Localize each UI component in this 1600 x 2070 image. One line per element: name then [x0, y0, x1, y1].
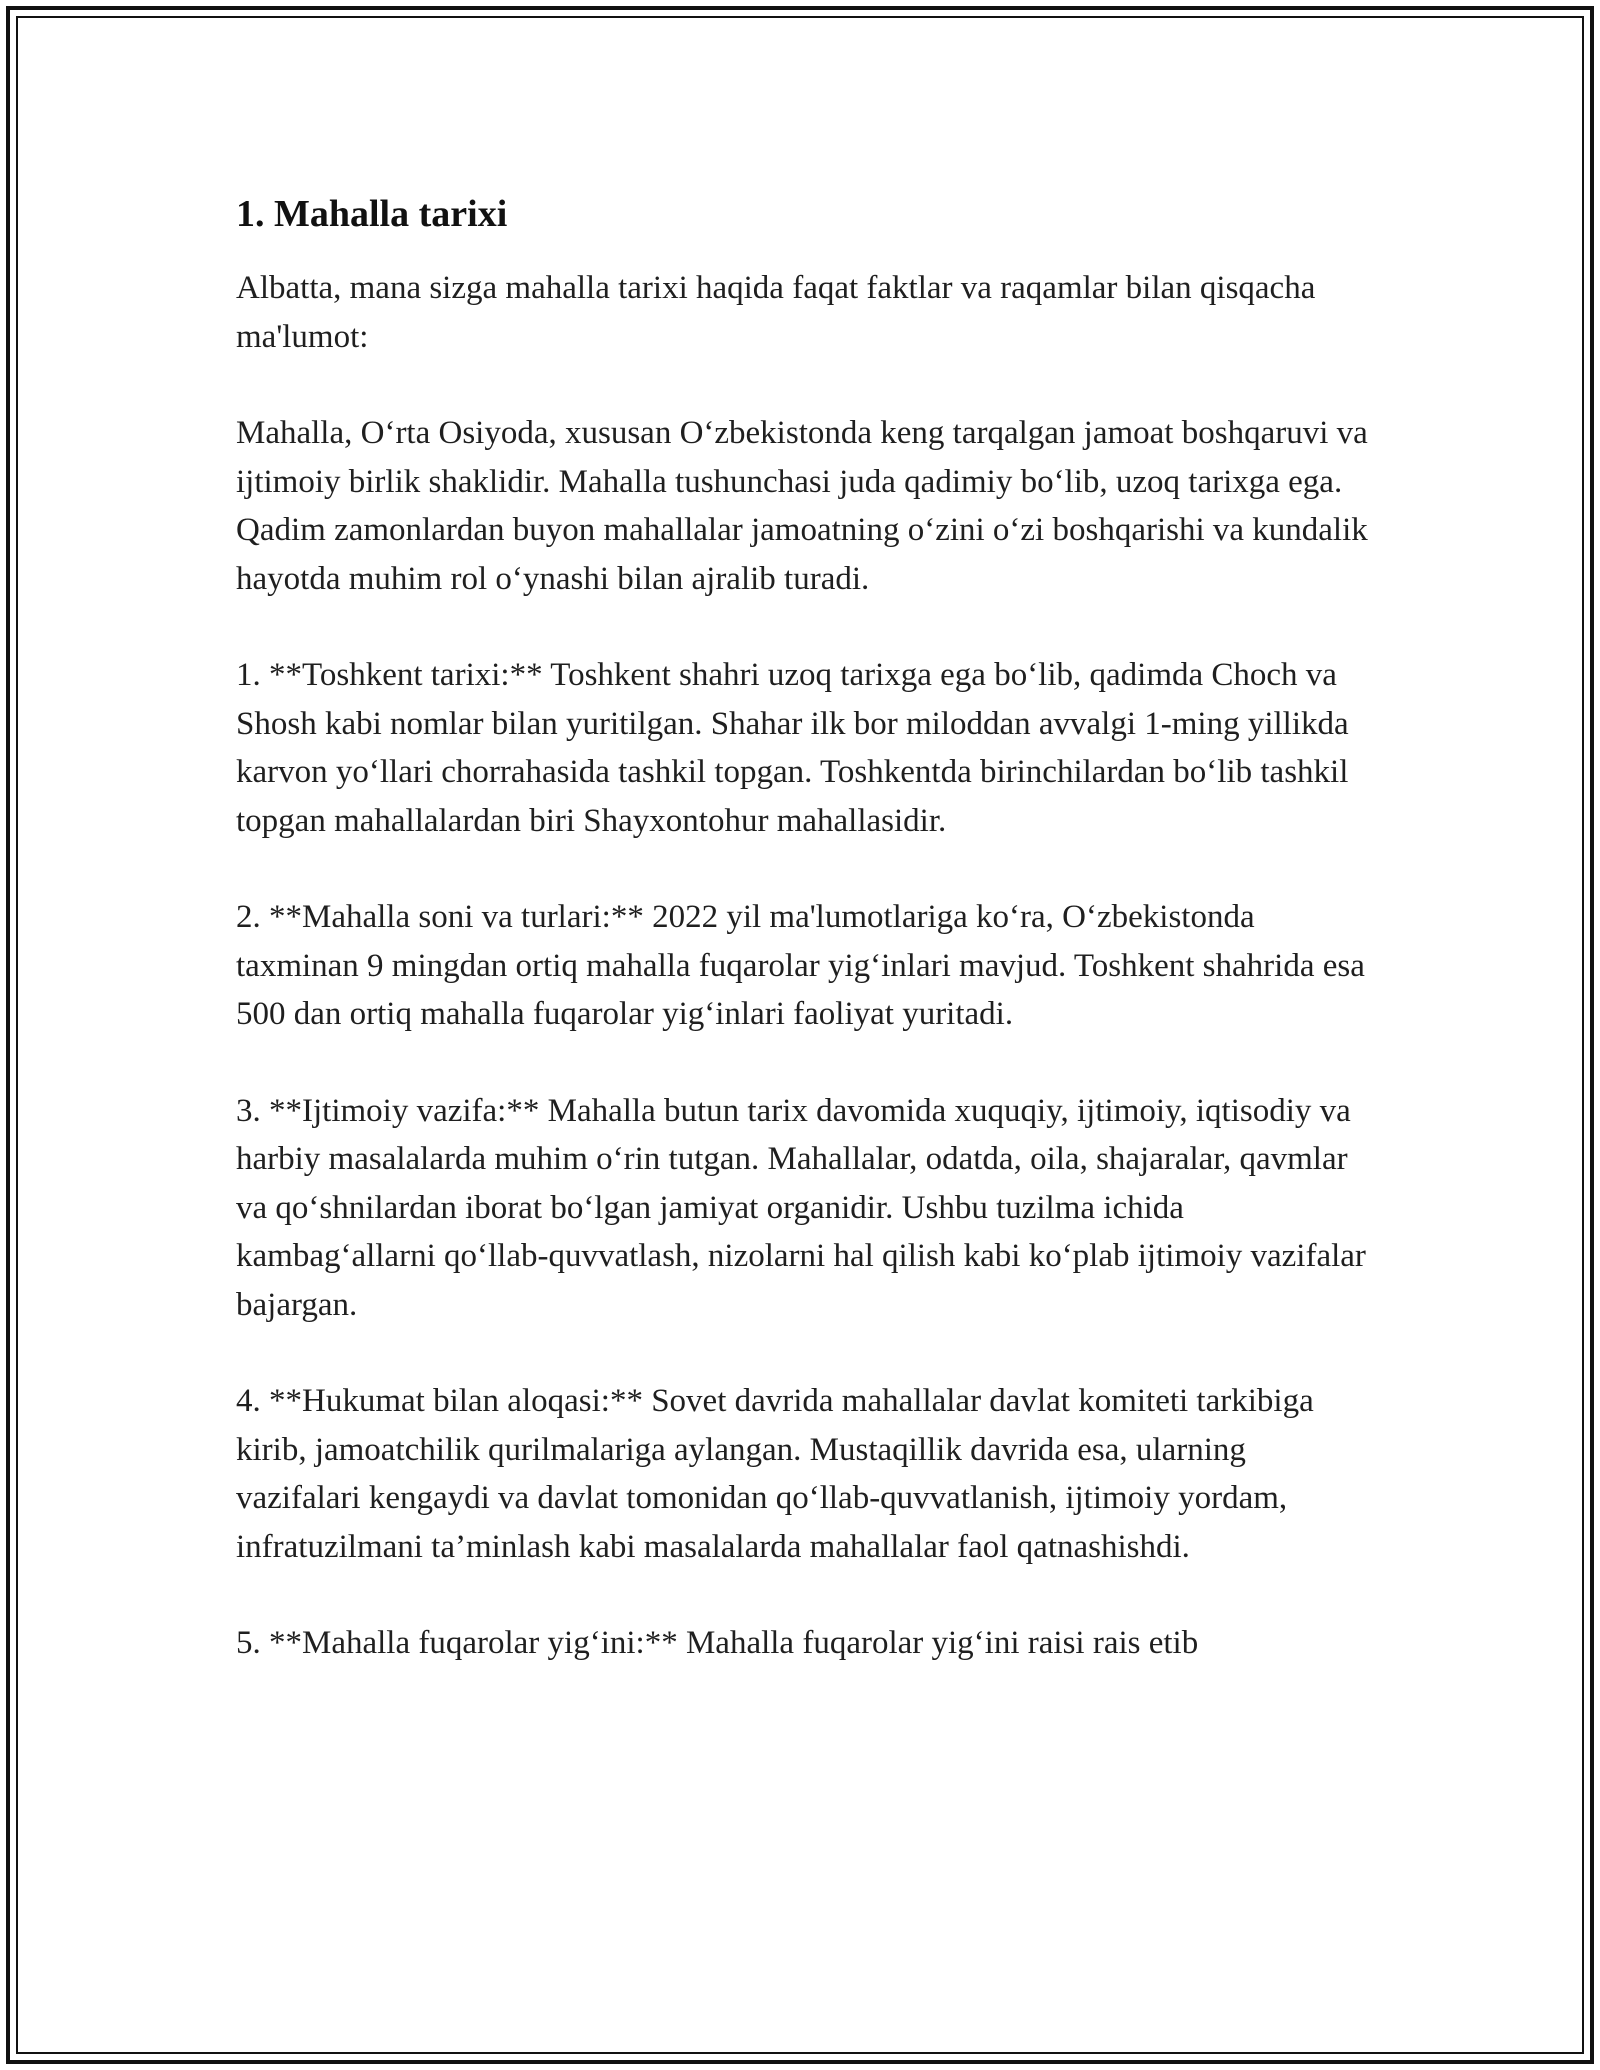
- list-item-government-relation: 4. **Hukumat bilan aloqasi:** Sovet davrida mahallalar davlat komiteti tarkibiga kirib, jamoatchilik qurilmalariga aylangan. Mustaqillik davrida esa, ularning vazifalari kengaydi va davlat tomonidan qo‘llab-quvvatlanish, ijtimoiy yordam, infratuzilmani ta’minlash kabi masalalarda mahallalar faol qatnashishdi.: [236, 1383, 1314, 1565]
- list-item-social-role: 3. **Ijtimoiy vazifa:** Mahalla butun tarix davomida xuquqiy, ijtimoiy, iqtisodiy va harbiy masalalarda muhim o‘rin tutgan. Mahallalar, odatda, oila, shajaralar, qavmlar va qo‘shnilardan iborat bo‘lgan jamiyat organidir. Ushbu tuzilma ichida kambag‘allarni qo‘llab-quvvatlash, nizolarni hal qilish kabi ko‘plab ijtimoiy vazifalar bajargan.: [236, 1092, 1366, 1323]
- document-body: [236, 186, 1376, 1716]
- intro-paragraph: Albatta, mana sizga mahalla tarixi haqida faqat faktlar va raqamlar bilan qisqacha ma'lumot:: [236, 270, 1316, 355]
- list-item-citizens-assembly: 5. **Mahalla fuqarolar yig‘ini:** Mahalla fuqarolar yig‘ini raisi rais etib: [236, 1625, 1199, 1661]
- list-item-toshkent-history: 1. **Toshkent tarixi:** Toshkent shahri uzoq tarixga ega bo‘lib, qadimda Choch va Shosh kabi nomlar bilan yuritilgan. Shahar ilk bor miloddan avvalgi 1-ming yillikda karvon yo‘llari chorrahasida tashkil topgan. Toshkentda birinchilardan bo‘lib tashkil topgan mahallalardan biri Shayxontohur mahallasidir.: [236, 657, 1349, 839]
- section-heading: 1. Mahalla tarixi: [236, 193, 508, 235]
- list-item-mahalla-count: 2. **Mahalla soni va turlari:** 2022 yil ma'lumotlariga ko‘ra, O‘zbekistonda taxminan 9 mingdan ortiq mahalla fuqarolar yig‘inlari mavjud. Toshkent shahrida esa 500 dan ortiq mahalla fuqarolar yig‘inlari faoliyat yuritadi.: [236, 899, 1365, 1032]
- overview-paragraph: Mahalla, O‘rta Osiyoda, xususan O‘zbekistonda keng tarqalgan jamoat boshqaruvi va ijtimoiy birlik shaklidir. Mahalla tushunchasi juda qadimiy bo‘lib, uzoq tarixga ega. Qadim zamonlardan buyon mahallalar jamoatning o‘zini o‘zi boshqarishi va kundalik hayotda muhim rol o‘ynashi bilan ajralib turadi.: [236, 415, 1368, 597]
